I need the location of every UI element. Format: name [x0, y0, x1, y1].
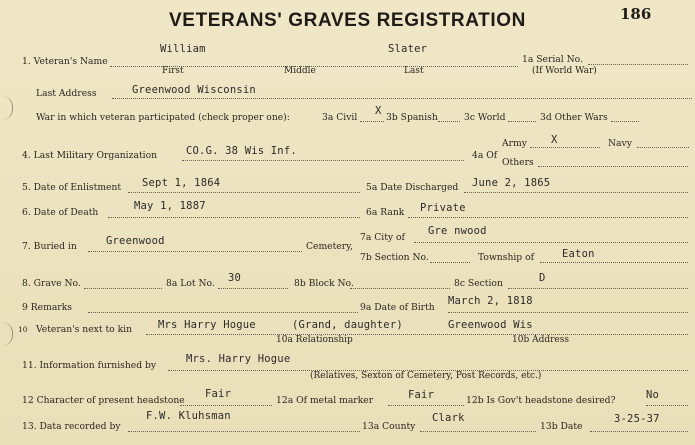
label-metal-marker: 12a Of metal marker	[276, 395, 374, 406]
value-county: Clark	[432, 412, 465, 424]
label-grave-no: 8. Grave No.	[22, 278, 81, 289]
line-county	[420, 431, 536, 432]
value-buried-in: Greenwood	[106, 235, 165, 247]
value-date-recorded: 3-25-37	[614, 413, 660, 425]
line-township	[540, 262, 688, 263]
label-next-kin: Veteran's next to kin	[36, 324, 133, 335]
value-lot-no: 30	[228, 272, 242, 284]
label-first: First	[162, 66, 184, 76]
value-furnished-by: Mrs. Harry Hogue	[186, 353, 291, 365]
label-enlistment: 5. Date of Enlistment	[22, 182, 122, 193]
value-organization: CO.G. 38 Wis Inf.	[186, 145, 297, 157]
label-spanish: 3b Spanish	[386, 112, 438, 123]
line-army	[530, 147, 600, 148]
label-last: Last	[404, 66, 424, 76]
label-cemetery: Cemetery,	[306, 241, 354, 252]
label-section: 8c Section	[454, 278, 503, 289]
label-headstone: 12 Character of present headstone	[22, 395, 185, 406]
label-serial-no: 1a Serial No.	[522, 54, 583, 65]
punch-hole-bottom	[2, 322, 13, 346]
value-township: Eaton	[562, 248, 595, 260]
line-next-kin	[146, 334, 688, 335]
label-discharged: 5a Date Discharged	[366, 182, 459, 193]
line-spanish	[438, 121, 460, 122]
line-city	[414, 242, 688, 243]
label-date: 13b Date	[540, 421, 583, 432]
value-recorded-by: F.W. Kluhsman	[146, 410, 231, 422]
value-govt-desired: No	[646, 389, 660, 401]
label-10b-address: 10b Address	[512, 335, 569, 345]
label-relationship: 10a Relationship	[276, 335, 353, 345]
line-remarks	[88, 312, 358, 313]
label-others: Others	[502, 157, 534, 168]
label-section-no: 7b Section No.	[360, 252, 429, 263]
form-title: VETERANS' GRAVES REGISTRATION	[169, 10, 526, 31]
label-4a-of: 4a Of	[472, 150, 498, 161]
label-civil: 3a Civil	[322, 112, 358, 123]
label-military-org: 4. Last Military Organization	[22, 150, 158, 161]
label-county: 13a County	[362, 421, 416, 432]
value-last-address: Greenwood Wisconsin	[132, 84, 256, 96]
line-date	[590, 431, 688, 432]
line-civil	[360, 121, 384, 122]
label-last-address: Last Address	[36, 88, 97, 99]
value-kin-address: Greenwood Wis	[448, 319, 533, 331]
line-last-address	[112, 98, 692, 99]
value-first-name: William	[160, 43, 206, 55]
line-death	[108, 217, 360, 218]
label-furnished-by: 11. Information furnished by	[22, 360, 157, 371]
value-next-kin: Mrs Harry Hogue	[158, 319, 256, 331]
value-relationship: (Grand, daughter)	[292, 319, 403, 331]
label-recorded-by: 13. Data recorded by	[22, 421, 121, 432]
label-date-of-birth: 9a Date of Birth	[360, 302, 435, 313]
label-army: Army	[502, 138, 527, 149]
line-military-org	[182, 160, 464, 161]
line-serial	[588, 64, 688, 65]
line-grave-no	[84, 288, 162, 289]
line-section	[508, 288, 688, 289]
label-city-of: 7a City of	[360, 232, 405, 243]
label-block-no: 8b Block No.	[294, 278, 354, 289]
line-birth	[448, 312, 688, 313]
label-10-number: 10	[18, 325, 28, 334]
value-death: May 1, 1887	[134, 200, 206, 212]
line-others	[538, 166, 688, 167]
label-rank: 6a Rank	[366, 207, 405, 218]
label-world: 3c World	[464, 112, 506, 123]
label-furnished-note: (Relatives, Sexton of Cemetery, Post Records, etc.)	[310, 371, 542, 381]
line-lot-no	[218, 288, 288, 289]
label-remarks: 9 Remarks	[22, 302, 72, 313]
value-enlistment: Sept 1, 1864	[142, 177, 221, 189]
label-govt-headstone: 12b Is Gov't headstone desired?	[466, 395, 616, 406]
value-metal-marker: Fair	[408, 389, 435, 401]
punch-hole-top	[2, 96, 13, 120]
label-war: War in which veteran participated (check proper one):	[36, 112, 290, 123]
value-birth: March 2, 1818	[448, 295, 533, 307]
value-city: Gre nwood	[428, 225, 487, 237]
label-veteran-name: 1. Veteran's Name	[22, 56, 108, 67]
label-township: Township of	[478, 252, 535, 263]
line-metal-marker	[388, 405, 464, 406]
value-civil-check: X	[375, 105, 382, 117]
label-lot-no: 8a Lot No.	[166, 278, 215, 289]
value-last-name: Slater	[388, 43, 428, 55]
value-rank: Private	[420, 202, 466, 214]
label-death: 6. Date of Death	[22, 207, 99, 218]
line-discharged	[464, 192, 688, 193]
line-world	[508, 121, 536, 122]
label-if-world-war: (If World War)	[532, 66, 597, 76]
value-army-check: X	[551, 134, 558, 146]
line-block-no	[350, 288, 450, 289]
page-number: 186	[620, 5, 652, 23]
line-buried-in	[88, 251, 302, 252]
line-other-wars	[611, 121, 639, 122]
value-headstone: Fair	[205, 388, 232, 400]
line-govt	[646, 405, 688, 406]
line-headstone	[180, 405, 272, 406]
value-discharged: June 2, 1865	[472, 177, 551, 189]
line-navy	[637, 147, 689, 148]
value-section: D	[539, 272, 546, 284]
label-middle: Middle	[284, 66, 316, 76]
line-section-no	[430, 262, 470, 263]
line-rank	[408, 217, 688, 218]
line-recorded-by	[128, 431, 360, 432]
label-buried-in: 7. Buried in	[22, 241, 77, 252]
line-enlistment	[128, 192, 360, 193]
label-other-wars: 3d Other Wars	[540, 112, 608, 123]
label-navy: Navy	[608, 138, 632, 149]
